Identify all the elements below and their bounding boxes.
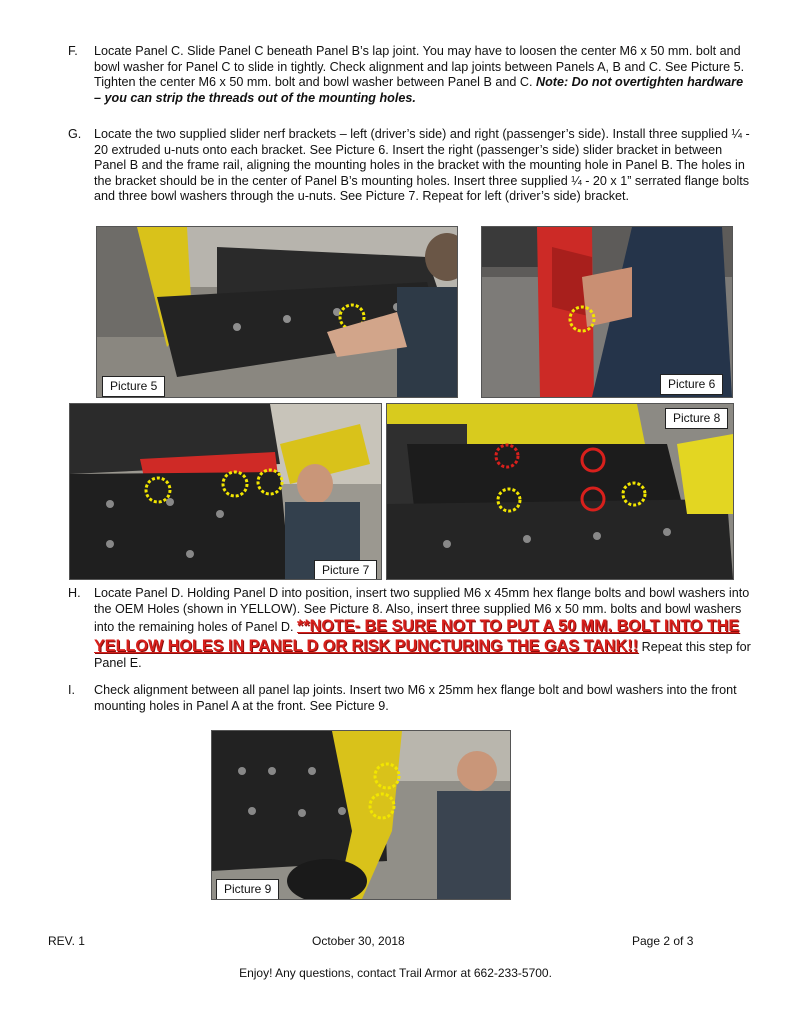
document-date: October 30, 2018 xyxy=(312,934,405,948)
page-number: Page 2 of 3 xyxy=(632,934,694,948)
picture-caption: Picture 6 xyxy=(660,374,723,395)
step-body xyxy=(94,586,753,672)
step-text: Locate Panel C. Slide Panel C beneath Panel B’s lap joint. You may have to loosen the center M6 x 50 mm. bolt and bowl washer for Panel C to slide in tightly. Check alignment and lap joints between Panels A, B and C. See Picture 5. Tighten the center M6 x 50 mm. bolt and bowl washer between Panel B and C. xyxy=(94,44,745,90)
step-f xyxy=(68,44,753,106)
step-h xyxy=(68,586,753,672)
picture-caption: Picture 5 xyxy=(102,376,165,397)
step-letter: F. xyxy=(68,44,78,58)
step-i xyxy=(68,683,753,714)
step-body: Check alignment between all panel lap joints. Insert two M6 x 25mm hex flange bolt and bowl washers into the front mounting holes in Panel A at the front. See Picture 9. xyxy=(94,683,737,713)
step-letter: G. xyxy=(68,127,82,141)
step-g xyxy=(68,127,753,205)
step-body xyxy=(94,44,753,106)
picture-5-photo xyxy=(96,226,458,398)
step-letter: H. xyxy=(68,586,81,600)
gas-tank-warning: **NOTE- BE SURE NOT TO PUT A 50 MM. BOLT INTO THE YELLOW HOLES IN PANEL D OR RISK PUNCTURING THE GAS TANK!! xyxy=(94,617,740,655)
picture-8-photo xyxy=(386,403,734,580)
picture-6-photo xyxy=(481,226,733,398)
picture-caption: Picture 9 xyxy=(216,879,279,900)
picture-9-photo xyxy=(211,730,511,900)
step-body: Locate the two supplied slider nerf brackets – left (driver’s side) and right (passenger’s side). Install three supplied ¼ - 20 extruded u-nuts onto each bracket. See Picture 6. Insert the right (passenger’s side) slider bracket in between Panel B and the frame rail, aligning the mounting holes in the bracket with the mounting hole in Panel B. The holes in the bracket should be in the center of Panel B’s mounting holes. Insert three supplied ¼ - 20 x 1” serrated flange bolts and three bowl washers through the u-nuts. See Picture 7. Repeat for left (driver’s side) bracket. xyxy=(94,127,750,204)
step-text-after: Repeat this step for Panel E. xyxy=(94,639,751,671)
revision-label: REV. 1 xyxy=(48,934,85,948)
contact-line: Enjoy! Any questions, contact Trail Armor at 662-233-5700. xyxy=(239,966,552,980)
step-text: Locate Panel D. Holding Panel D into position, insert two supplied M6 x 45mm hex flange bolts and bowl washers into the OEM Holes (shown in YELLOW). See Picture 8. Also, insert three supplied M6 x 50 mm. bolts and bowl washers into the remaining holes of Panel D. xyxy=(94,586,750,635)
picture-7-photo xyxy=(69,403,382,580)
step-letter: I. xyxy=(68,683,75,697)
picture-caption: Picture 7 xyxy=(314,560,377,580)
step-note: Note: Do not overtighten hardware – you can strip the threads out of the mounting holes. xyxy=(94,75,744,105)
picture-caption: Picture 8 xyxy=(665,408,728,429)
